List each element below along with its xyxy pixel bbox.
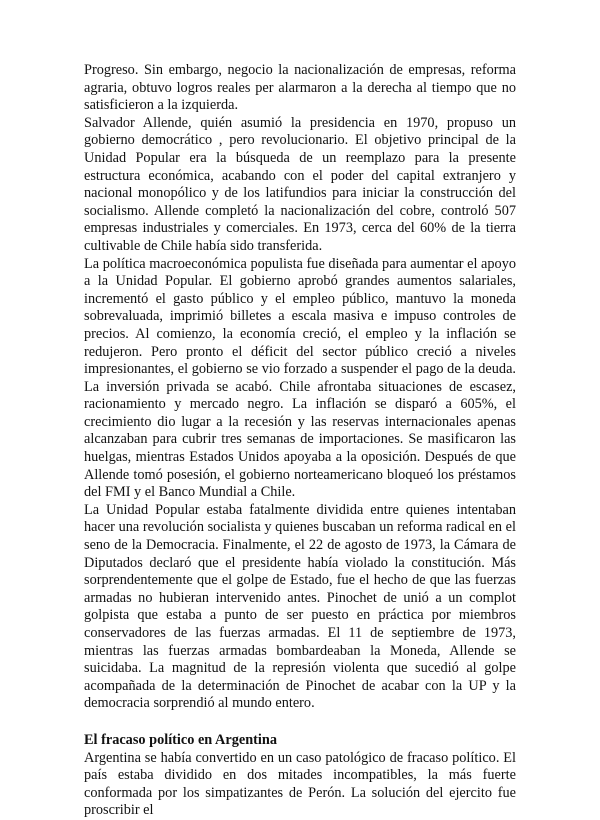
document-page (84, 62, 516, 820)
section-heading: El fracaso político en Argentina (84, 731, 277, 748)
paragraph-argentina: Argentina se había convertido en un caso patológico de fracaso político. El país estaba dividido en dos mitades incompatibles, la más fuerte conformada por los simpatizantes de Perón. La solución del ejercito fue proscribir el (84, 749, 516, 819)
paragraph-populist-policy: La política macroeconómica populista fue diseñada para aumentar el apoyo a la Unidad Popular. El gobierno aprobó grandes aumentos salariales, incrementó el gasto público y el empleo público, mantuvo la moneda sobrevaluada, imprimió billetes a escala masiva e impuso controles de precios. Al comienzo, la economía creció, el empleo y la inflación se redujeron. Pero pronto el déficit del sector público creció a niveles impresionantes, el gobierno se vio forzado a suspender el pago de la deuda. La inversión privada se acabó. Chile afrontaba situaciones de escasez, racionamiento y mercado negro. La inflación se disparó a 605%, el crecimiento dio lugar a la recesión y las reservas internacionales apenas alcanzaban para cubrir tres semanas de importaciones. Se masificaron las huelgas, mientras Estados Unidos apoyaba a la oposición. Después de que Allende tomó posesión, el gobierno norteamericano bloqueó los préstamos del FMI y el Banco Mundial a Chile. (84, 255, 516, 501)
paragraph-allende: Salvador Allende, quién asumió la presidencia en 1970, propuso un gobierno democrático , pero revolucionario. El objetivo principal de la Unidad Popular era la búsqueda de un reemplazo para la presente estructura económica, acabando con el poder del capital extranjero y nacional monopólico y de los latifundios para iniciar la construcción del socialismo. Allende completó la nacionalización del cobre, controló 507 empresas industriales y comerciales. En 1973, cerca del 60% de la tierra cultivable de Chile había sido transferida. (84, 114, 516, 254)
paragraph-chile-progress: Progreso. Sin embargo, negocio la nacionalización de empresas, reforma agraria, obtuvo logros reales per alarmaron a la derecha al tiempo que no satisficieron a la izquierda. (84, 62, 516, 114)
paragraph-unidad-popular-coup: La Unidad Popular estaba fatalmente dividida entre quienes intentaban hacer una revolución socialista y quienes buscaban un reforma radical en el seno de la Democracia. Finalmente, el 22 de agosto de 1973, la Cámara de Diputados declaró que el presidente había violado la constitución. Más sorprendentemente que el golpe de Estado, fue el hecho de que las fuerzas armadas no hubieran intervenido antes. Pinochet de unió a un complot golpista que estaba a punto de ser puesto en práctica por miembros conservadores de las fuerzas armadas. El 11 de septiembre de 1973, mientras las fuerzas armadas bombardeaban la Moneda, Allende se suicidaba. La magnitud de la represión violenta que sucedió al golpe acompañada de la determinación de Pinochet de acabar con la UP y la democracia sorprendió al mundo entero. (84, 501, 516, 712)
